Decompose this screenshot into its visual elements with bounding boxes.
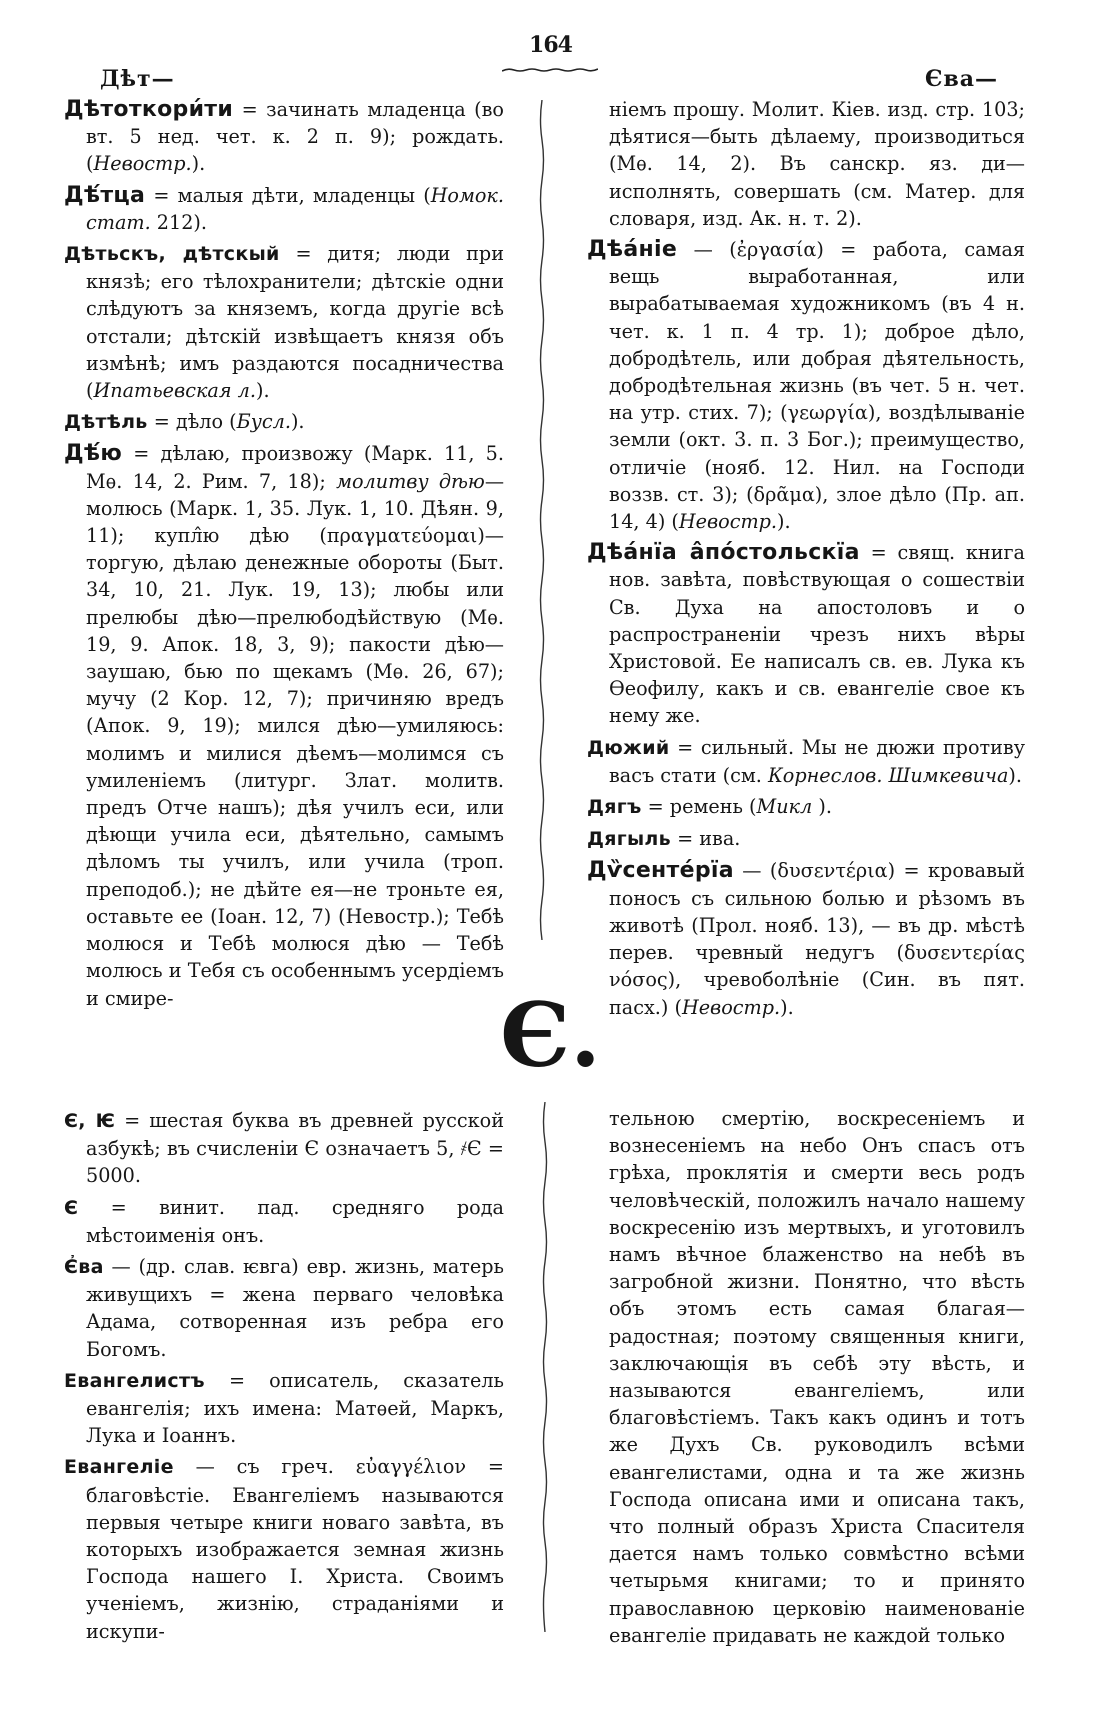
dictionary-entry: Дягъ = ремень (Микл ). [587, 795, 832, 819]
dictionary-entry: Дѷсенте́рїа — (δυσεντέρια) = кровавый поносъ съ сильною болью и рѣзомъ въ животѣ (Прол. нояб. 13), — въ др. мѣстѣ перев. чревный недугъ (δυσεντερίας νόσος), чревоболѣніе (Син. въ пят. пасх.) (Невостр.). [587, 858, 1025, 1019]
dictionary-entry: Дѣа́ніе — (ἐργασία) = работа, самая вещь выработанная, или вырабатываемая художникомъ (въ 4 н. чет. к. 1 п. 4 тр. 1); доброе дѣло, добродѣтель, или добрая дѣятельность, добродѣтельная жизнь (въ чет. 5 н. чет. на утр. стих. 7); (γεωργία), воздѣлываніе земли (окт. 3. п. 3 Бог.); преимущество, отличіе (нояб. 12. Нил. на Господи воззв. ст. 3); (δρᾶμα), злое дѣло (Пр. ап. 14, 4) (Невостр.). [587, 237, 1025, 534]
source-citation: Корнеслов. Шимкевича [767, 763, 1009, 787]
headword: Дѣ́ю [64, 441, 123, 467]
dictionary-entry: Є҆ва — (др. слав. ѥвга) евр. жизнь, матерь живущихъ = жена перваго человѣка Адама, сотворенная изъ ребра его Богомъ. [64, 1255, 504, 1361]
headword: Евангеліе [64, 1456, 174, 1479]
headword: Дѣтоткори́ти [64, 97, 234, 122]
dictionary-entry: Дѣтоткори́ти = зачинать младенца (во вт. 5 нед. чет. к. 2 п. 9); рождать. (Невостр.). [64, 97, 504, 176]
running-head-left: Дѣт— [100, 66, 175, 92]
dictionary-entry: Є, Ѥ = шестая буква въ древней русской азбукѣ; въ счисленіи Є означаетъ 5, ҂Є = 5000. [64, 1109, 504, 1188]
headword: Дюжий [587, 736, 670, 759]
page-number-rule [502, 67, 598, 73]
dictionary-entry: Дѣтьскъ, дѣтскый = дитя; люди при князѣ; его тѣлохранители; дѣтскіе одни слѣдуютъ за княземъ, когда другіе всѣ отстали; дѣтскій извѣщаетъ князя объ измѣнѣ; имъ раздаются посадничества (Ипатьевская л.). [64, 242, 504, 403]
dictionary-entry: Дягыль = ива. [587, 827, 741, 851]
page-number: 164 [529, 32, 572, 58]
source-citation: Номок. стат. [86, 183, 504, 234]
headword: Є, Ѥ [64, 1110, 116, 1132]
headword: Дѣа́нїа а̂по́стольскїа [587, 540, 860, 566]
entry-continuation: тельною смертію, воскресеніемъ и вознесеніемъ на небо Онъ спасъ отъ грѣха, проклятія и смерти весь родъ человѣческій, положилъ начало нашему воскресенію изъ мертвыхъ, и уготовилъ намъ вѣчное блаженство на небѣ въ загробной жизни. Понятно, что вѣсть объ этомъ есть самая благая—радостная; поэтому священныя книги, заключающія въ себѣ эту вѣсть, и называются евангеліемъ, или благовѣстіемъ. Такъ какъ одинъ и тотъ же Духъ Св. руководилъ всѣми евангелистами, одна и та же жизнь Господа описана ими и описана такъ, что полный образъ Христа Спасителя дается намъ только совмѣстно всѣми четырьмя книгами; то и принято православною церковію наименованіе евангеліе придавать не каждой только [609, 1107, 1025, 1647]
dictionary-entry: Евангелистъ = описатель, сказатель евангелія; ихъ имена: Матѳей, Маркъ, Лука и Іоаннъ. [64, 1368, 504, 1448]
dictionary-entry: Дюжий = сильный. Мы не дюжи противу васъ стати (см. Корнеслов. Шимкевича). [587, 735, 1025, 787]
column-divider [537, 100, 547, 940]
headword: Дѣтѣль [64, 411, 148, 434]
headword: Дѣа́ніе [587, 237, 678, 263]
headword: Дягыль [587, 828, 671, 851]
dictionary-entry: Дѣтѣль = дѣло (Бусл.). [64, 410, 305, 434]
running-head-right: Єва— [925, 66, 999, 92]
dictionary-entry: Евангеліе — съ греч. εὐαγγέλιον = благовѣстіе. Евангеліемъ называются первыя четыре книги новаго завѣта, въ которыхъ изображается земная жизнь Господа нашего І. Христа. Своимъ ученіемъ, жизнію, страданіями и искупи- [64, 1455, 504, 1643]
source-citation: Микл [756, 795, 813, 819]
bottom-left-column [64, 1107, 504, 1649]
headword: Є҆ва [64, 1256, 104, 1279]
headword: Дѣ́тца [64, 182, 146, 208]
dictionary-entry: Є = винит. пад. средняго рода мѣстоименія онъ. [64, 1195, 504, 1247]
source-citation: Ипатьевская л. [93, 379, 256, 403]
entry-continuation: ніемъ прошу. Молит. Кіев. изд. стр. 103; дѣятися—быть дѣлаему, производиться (Мѳ. 14, 2). Въ санскр. яз. ди—исполнять, совершать (см. Матер. для словаря, изд. Ак. н. т. 2). [609, 98, 1025, 230]
source-citation: Невостр. [93, 152, 192, 176]
source-citation: Невостр. [678, 510, 778, 534]
headword: Дягъ [587, 796, 642, 819]
dictionary-entry: Дѣа́нїа а̂по́стольскїа = свящ. книга нов. завѣта, повѣствующая о сошествіи Св. Духа на апостоловъ и о распространеніи чрезъ нихъ вѣры Христовой. Ее написалъ св. ев. Лука къ Ѳеофилу, какъ и св. евангеліе свое къ нему же. [587, 540, 1025, 728]
headword: Дѣтьскъ, дѣтскый [64, 243, 280, 266]
source-citation: Невостр. [681, 995, 781, 1019]
column-divider [540, 1102, 550, 1632]
source-citation: Бусл. [236, 410, 291, 434]
headword: Є [64, 1196, 79, 1219]
top-left-column [64, 96, 504, 1016]
source-citation: молитву дѣю [336, 469, 485, 493]
headword: Евангелистъ [64, 1369, 205, 1392]
bottom-right-column [587, 1105, 1025, 1653]
dictionary-entry: Дѣ́тца = малыя дѣти, младенцы (Номок. стат. 212). [64, 182, 504, 234]
top-right-column [587, 96, 1025, 1025]
headword: Дѷсенте́рїа [587, 858, 734, 884]
dictionary-entry: Дѣ́ю = дѣлаю, произвожу (Марк. 11, 5. Мѳ. 14, 2. Рим. 7, 18); молитву дѣю— молюсь (Марк. 1, 35. Лук. 1, 10. Дѣян. 9, 11); купл̂ю дѣю (πραγματεύομαι)—торгую, дѣлаю денежные обороты (Быт. 34, 10, 21. Лук. 19, 13); любы или прелюбы дѣю—прелюбодѣйствую (Мѳ. 19, 9. Апок. 18, 3, 9); пакости дѣю—заушаю, бью по щекамъ (Мѳ. 26, 67); мучу (2 Кор. 12, 7); причиняю вредъ (Апок. 9, 19); мился дѣю—умиляюсь: молимъ и милися дѣемъ—молимся съ умиленіемъ (литург. Злат. молитв. предъ Отче нашъ); дѣя училъ еси, или дѣющи учила еси, дѣятельно, самымъ дѣломъ ты училъ, или учила (троп. преподоб.); не дѣйте ея—не троньте ея, оставьте ее (Іоан. 12, 7) (Невостр.); Тебѣ молюся и Тебѣ молюся дѣю — Тебѣ молюсь и Тебя съ особеннымъ усердіемъ и смире- [64, 441, 505, 1010]
section-letter-heading: Є. [500, 983, 601, 1087]
